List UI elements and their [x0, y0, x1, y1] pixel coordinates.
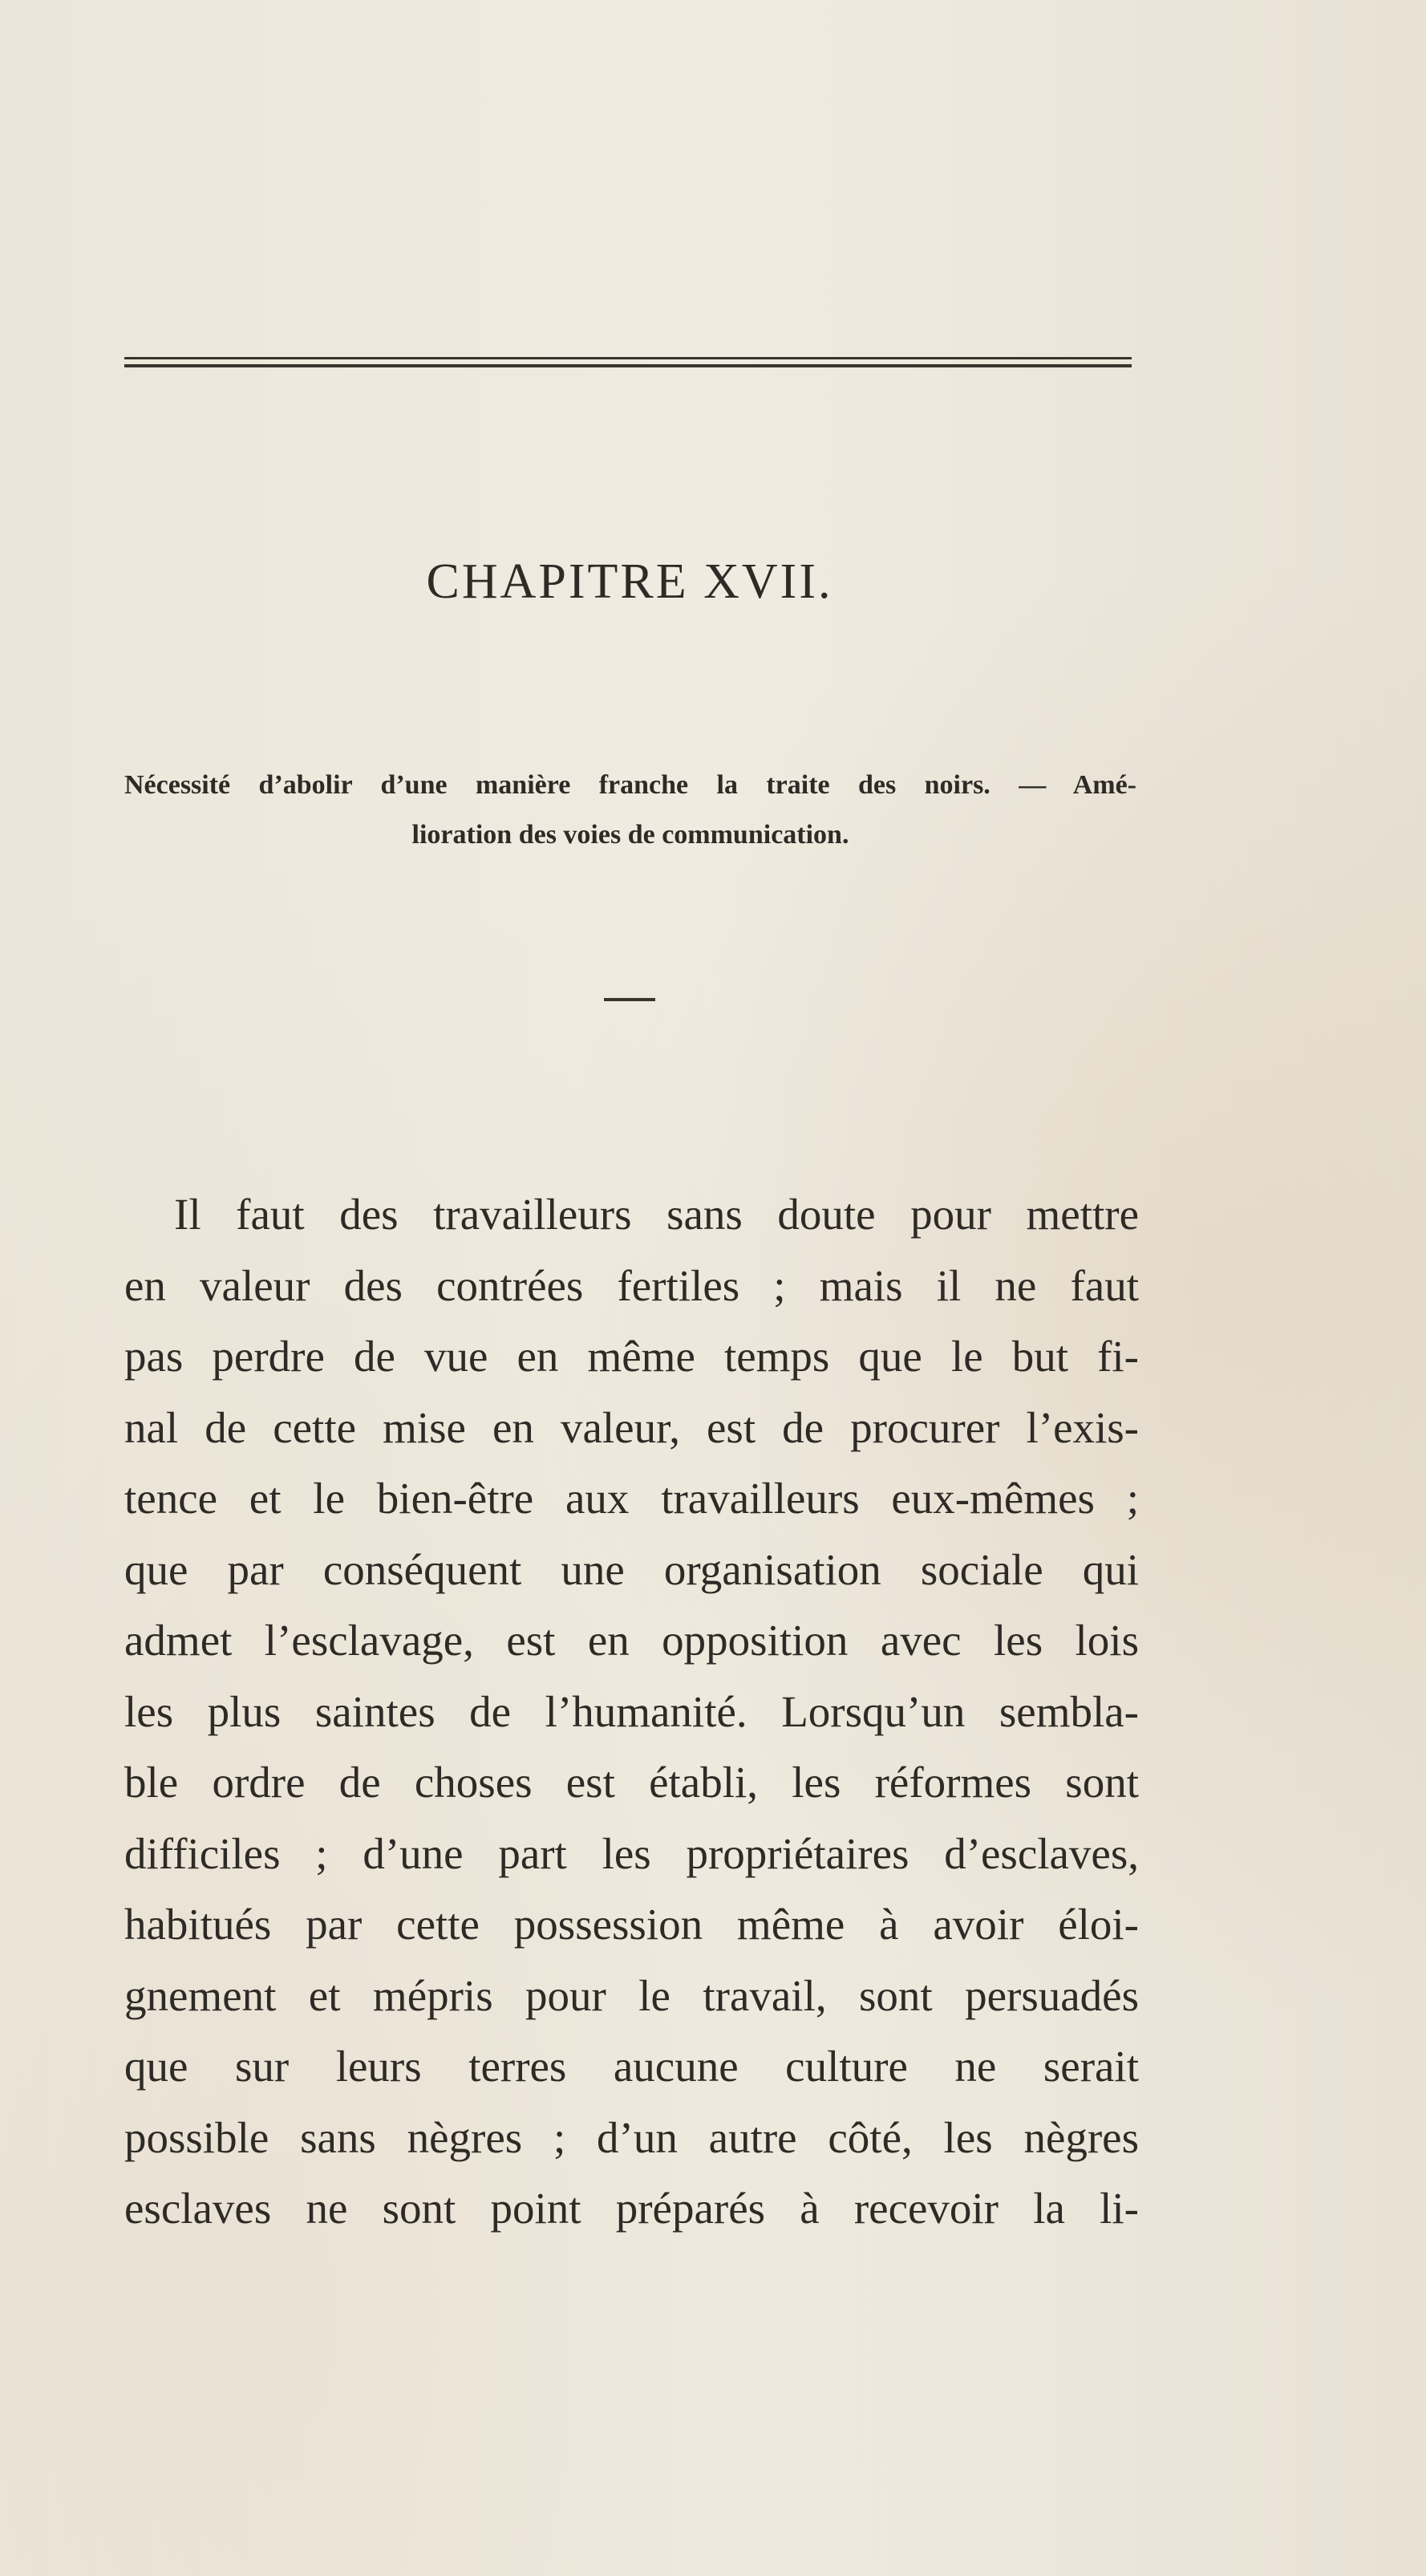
text-line: possible sans nègres ; d’un autre côté, les nègres	[124, 2112, 1139, 2162]
summary-line: lioration des voies de communication.	[411, 820, 849, 850]
text-line: difficiles ; d’une part les propriétaires d’esclaves,	[124, 1828, 1139, 1878]
text-line: esclaves ne sont point préparés à recevoir la li-	[124, 2184, 1139, 2233]
text-line: les plus saintes de l’humanité. Lorsqu’un sembla-	[124, 1686, 1139, 1736]
text-line: habitués par cette possession même à avoir éloi-	[124, 1900, 1139, 1949]
text-line: que sur leurs terres aucune culture ne serait	[124, 2042, 1139, 2091]
section-dash-divider	[604, 998, 655, 1001]
body-text	[124, 1179, 1139, 2245]
double-rule-divider	[124, 357, 1132, 368]
text-line: tence et le bien-être aux travailleurs eux-mêmes ;	[124, 1474, 1139, 1523]
summary-line: Nécessité d’abolir d’une manière franche la traite des noirs. — Amé-	[124, 770, 1136, 800]
text-line: gnement et mépris pour le travail, sont persuadés	[124, 1970, 1139, 2020]
text-line: pas perdre de vue en même temps que le but fi-	[124, 1332, 1139, 1381]
chapter-title: CHAPITRE XVII.	[426, 554, 833, 609]
chapter-summary	[124, 761, 1136, 860]
text-line: nal de cette mise en valeur, est de procurer l’exis-	[124, 1402, 1139, 1452]
text-line: en valeur des contrées fertiles ; mais il ne faut	[124, 1260, 1139, 1310]
text-line: admet l’esclavage, est en opposition avec les lois	[124, 1616, 1139, 1665]
text-line: ble ordre de choses est établi, les réformes sont	[124, 1758, 1139, 1807]
text-line: Il faut des travailleurs sans doute pour mettre	[174, 1190, 1139, 1239]
text-line: que par conséquent une organisation sociale qui	[124, 1544, 1139, 1594]
